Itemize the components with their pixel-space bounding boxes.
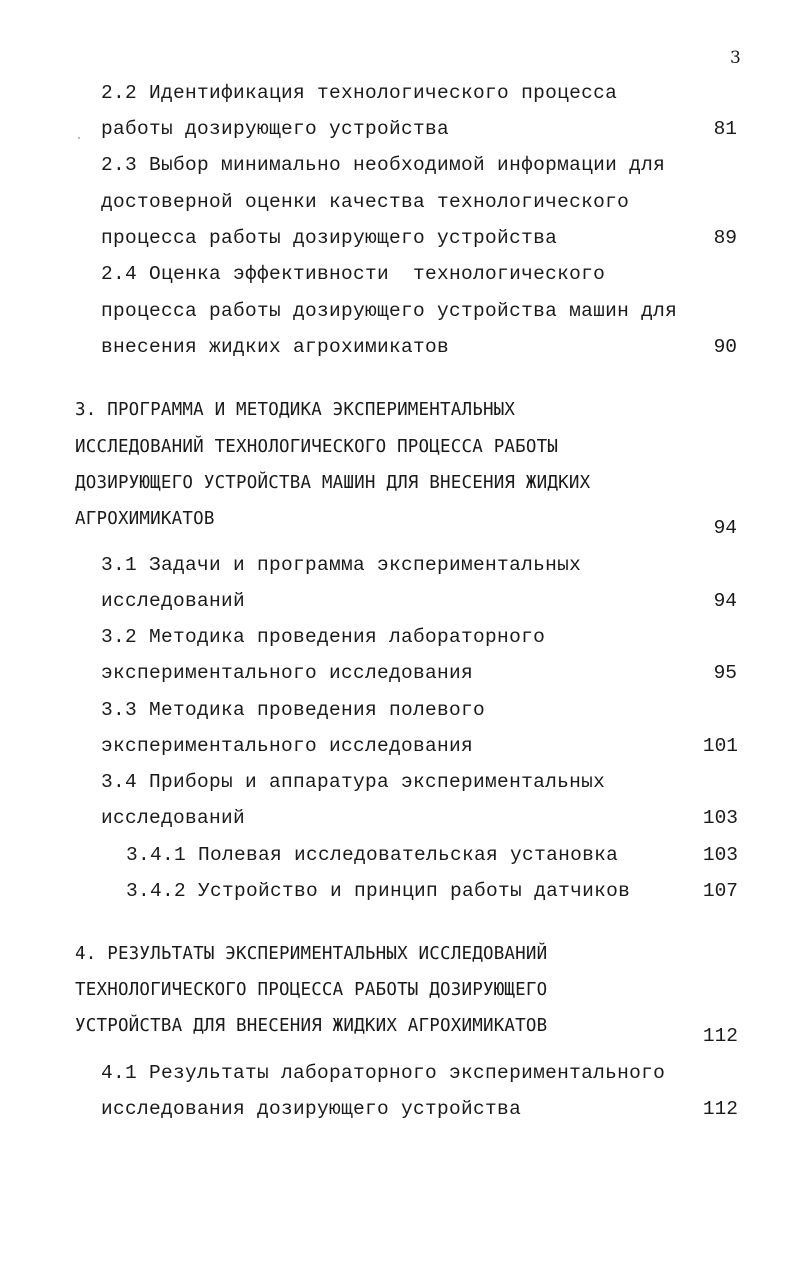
toc-page-number: 101 [702,735,738,757]
toc-page-number: 89 [713,227,737,249]
toc-entry-text: исследований [101,807,246,829]
toc-entry-text: 4.1 Результаты лабораторного экспериментального [101,1062,666,1084]
scan-speck [78,137,80,139]
toc-entry-text: экспериментального исследования [101,735,474,757]
toc-entry-text: 3.1 Задачи и программа экспериментальных [101,554,582,576]
page-number: 3 [730,48,741,68]
toc-page-number: 94 [713,517,737,539]
toc-page-number: 107 [702,880,738,902]
toc-page-number: 112 [702,1098,738,1120]
toc-entry-text: внесения жидких агрохимикатов [101,336,450,358]
toc-page-number: 81 [713,118,737,140]
toc-entry-text: 3.3 Методика проведения полевого [101,699,486,721]
toc-entry-text: 3.4 Приборы и аппаратура экспериментальных [101,771,606,793]
toc-entry-text: 2.4 Оценка эффективности технологического [101,263,606,285]
toc-entry-text: 2.3 Выбор минимально необходимой информации для [101,154,666,176]
toc-entry-text: работы дозирующего устройства [101,118,450,140]
toc-chapter-heading: 3. ПРОГРАММА И МЕТОДИКА ЭКСПЕРИМЕНТАЛЬНЫХ [75,400,516,420]
toc-chapter-heading: УСТРОЙСТВА ДЛЯ ВНЕСЕНИЯ ЖИДКИХ АГРОХИМИКАТОВ [75,1016,548,1036]
toc-chapter-heading: ДОЗИРУЮЩЕГО УСТРОЙСТВА МАШИН ДЛЯ ВНЕСЕНИЯ ЖИДКИХ [75,473,591,493]
toc-entry-text: исследований [101,590,246,612]
toc-entry-text: процесса работы дозирующего устройства [101,227,558,249]
toc-page-number: 90 [713,336,737,358]
toc-page-number: 103 [702,844,738,866]
toc-entry-text: исследования дозирующего устройства [101,1098,522,1120]
toc-chapter-heading: 4. РЕЗУЛЬТАТЫ ЭКСПЕРИМЕНТАЛЬНЫХ ИССЛЕДОВАНИЙ [75,944,548,964]
toc-chapter-heading: ТЕХНОЛОГИЧЕСКОГО ПРОЦЕССА РАБОТЫ ДОЗИРУЮЩЕГО [75,980,548,1000]
toc-entry-text: 2.2 Идентификация технологического процесса [101,82,618,104]
toc-page-number: 94 [713,590,737,612]
toc-chapter-heading: ИССЛЕДОВАНИЙ ТЕХНОЛОГИЧЕСКОГО ПРОЦЕССА РАБОТЫ [75,437,559,457]
toc-entry-text: 3.4.2 Устройство и принцип работы датчиков [126,880,631,902]
toc-entry-text: 3.2 Методика проведения лабораторного [101,626,546,648]
toc-entry-text: 3.4.1 Полевая исследовательская установка [126,844,619,866]
toc-entry-text: экспериментального исследования [101,662,474,684]
toc-page-number: 95 [713,662,737,684]
toc-entry-text: достоверной оценки качества технологического [101,191,630,213]
toc-page-number: 103 [702,807,738,829]
toc-chapter-heading: АГРОХИМИКАТОВ [75,509,215,529]
toc-page-number: 112 [702,1025,738,1047]
toc-entry-text: процесса работы дозирующего устройства машин для [101,300,678,322]
